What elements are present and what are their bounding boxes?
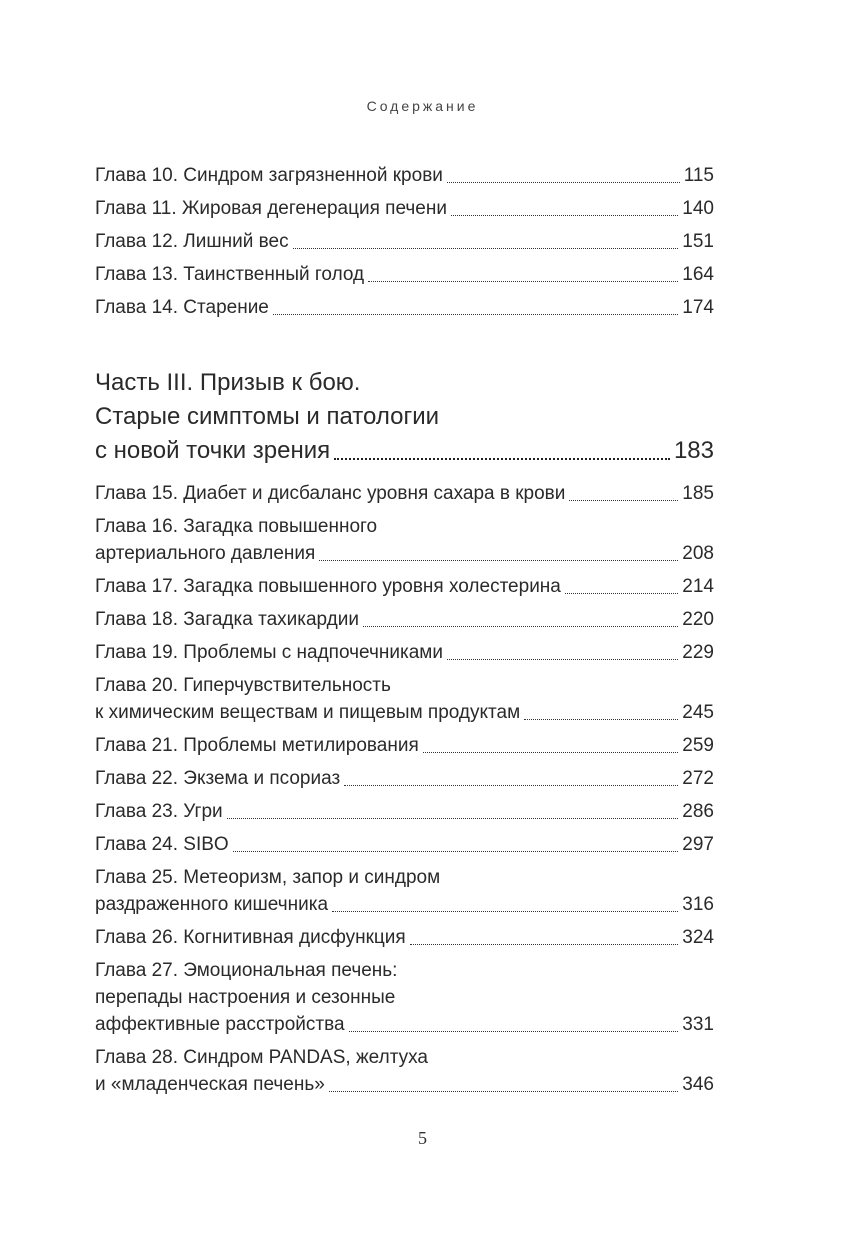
- entry-title: Глава 12. Лишний вес: [95, 231, 289, 252]
- toc-group-1: [95, 162, 714, 327]
- page-number: 5: [418, 1128, 427, 1148]
- entry-title-line-2: и «младенческая печень»: [95, 1074, 325, 1095]
- dot-leader: [293, 248, 679, 249]
- entry-page: 185: [682, 483, 714, 504]
- dot-leader: [410, 944, 679, 945]
- entry-page: 245: [682, 702, 714, 723]
- entry-title: Глава 19. Проблемы с надпочечниками: [95, 642, 443, 663]
- entry-title: Глава 17. Загадка повышенного уровня холестерина: [95, 576, 561, 597]
- dot-leader: [363, 626, 678, 627]
- toc-entry-ch13[interactable]: [95, 261, 714, 288]
- dot-leader: [273, 314, 678, 315]
- entry-page: 259: [682, 735, 714, 756]
- entry-page: 346: [682, 1074, 714, 1095]
- entry-title: Глава 18. Загадка тахикардии: [95, 609, 359, 630]
- entry-page: 140: [682, 198, 714, 219]
- entry-title: Глава 11. Жировая дегенерация печени: [95, 198, 447, 219]
- toc-entry-ch19[interactable]: [95, 639, 714, 666]
- part-title-line-1: Часть III. Призыв к бою.: [95, 369, 361, 396]
- part-title-line-2: Старые симптомы и патологии: [95, 403, 440, 430]
- toc-entry-ch24[interactable]: [95, 831, 714, 858]
- toc-entry-ch26[interactable]: [95, 924, 714, 951]
- entry-title: Глава 23. Угри: [95, 801, 223, 822]
- toc-entry-ch17[interactable]: [95, 573, 714, 600]
- entry-title: Глава 22. Экзема и псориаз: [95, 768, 341, 789]
- dot-leader: [227, 818, 679, 819]
- entry-page: 115: [683, 165, 714, 186]
- entry-title-line-1: Глава 20. Гиперчувствительность: [95, 675, 391, 696]
- entry-title-line-2: артериального давления: [95, 543, 316, 564]
- dot-leader: [349, 1031, 679, 1032]
- toc-entry-ch25[interactable]: [95, 864, 714, 918]
- entry-page: 324: [682, 927, 714, 948]
- toc-entry-ch27[interactable]: [95, 957, 714, 1038]
- entry-page: 151: [682, 231, 714, 252]
- entry-page: 316: [682, 894, 714, 915]
- toc-group-2: [95, 480, 714, 1104]
- dot-leader: [368, 281, 678, 282]
- dot-leader: [334, 458, 670, 460]
- entry-title: Глава 13. Таинственный голод: [95, 264, 365, 285]
- toc-entry-ch15[interactable]: [95, 480, 714, 507]
- entry-page: 208: [682, 543, 714, 564]
- toc-entry-ch20[interactable]: [95, 672, 714, 726]
- entry-title: Глава 15. Диабет и дисбаланс уровня сахара в крови: [95, 483, 566, 504]
- dot-leader: [447, 182, 680, 183]
- entry-page: 297: [682, 834, 714, 855]
- toc-entry-ch28[interactable]: [95, 1044, 714, 1098]
- toc-entry-ch10[interactable]: [95, 162, 714, 189]
- part-page: 183: [673, 437, 714, 464]
- dot-leader: [319, 560, 678, 561]
- entry-page: 164: [682, 264, 714, 285]
- entry-page: 272: [682, 768, 714, 789]
- dot-leader: [524, 719, 678, 720]
- entry-title-line-1: Глава 28. Синдром PANDAS, желтуха: [95, 1047, 428, 1068]
- entry-title: Глава 14. Старение: [95, 297, 269, 318]
- entry-title-line-2: перепады настроения и сезонные: [95, 987, 396, 1008]
- entry-title-line-2: к химическим веществам и пищевым продуктам: [95, 702, 521, 723]
- dot-leader: [565, 593, 678, 594]
- entry-title-line-2: раздраженного кишечника: [95, 894, 329, 915]
- dot-leader: [447, 659, 678, 660]
- dot-leader: [451, 215, 678, 216]
- dot-leader: [332, 911, 678, 912]
- part-title-line-3: с новой точки зрения: [95, 437, 331, 464]
- dot-leader: [329, 1091, 678, 1092]
- entry-page: 331: [682, 1014, 714, 1035]
- entry-page: 220: [682, 609, 714, 630]
- dot-leader: [569, 500, 678, 501]
- entry-title-line-1: Глава 27. Эмоциональная печень:: [95, 960, 398, 981]
- toc-entry-ch22[interactable]: [95, 765, 714, 792]
- entry-page: 229: [682, 642, 714, 663]
- entry-title-line-3: аффективные расстройства: [95, 1014, 345, 1035]
- entry-page: 174: [682, 297, 714, 318]
- entry-page: 214: [682, 576, 714, 597]
- entry-title: Глава 24. SIBO: [95, 834, 229, 855]
- toc-part-3[interactable]: [95, 366, 714, 468]
- toc-entry-ch16[interactable]: [95, 513, 714, 567]
- running-head: Содержание: [366, 98, 479, 114]
- toc-entry-ch23[interactable]: [95, 798, 714, 825]
- entry-title: Глава 21. Проблемы метилирования: [95, 735, 419, 756]
- toc-entry-ch14[interactable]: [95, 294, 714, 321]
- entry-page: 286: [682, 801, 714, 822]
- toc-entry-ch12[interactable]: [95, 228, 714, 255]
- entry-title-line-1: Глава 16. Загадка повышенного: [95, 516, 378, 537]
- dot-leader: [233, 851, 679, 852]
- dot-leader: [423, 752, 679, 753]
- toc-entry-ch11[interactable]: [95, 195, 714, 222]
- dot-leader: [344, 785, 678, 786]
- entry-title-line-1: Глава 25. Метеоризм, запор и синдром: [95, 867, 441, 888]
- entry-title: Глава 10. Синдром загрязненной крови: [95, 165, 443, 186]
- entry-title: Глава 26. Когнитивная дисфункция: [95, 927, 406, 948]
- toc-entry-ch21[interactable]: [95, 732, 714, 759]
- toc-entry-ch18[interactable]: [95, 606, 714, 633]
